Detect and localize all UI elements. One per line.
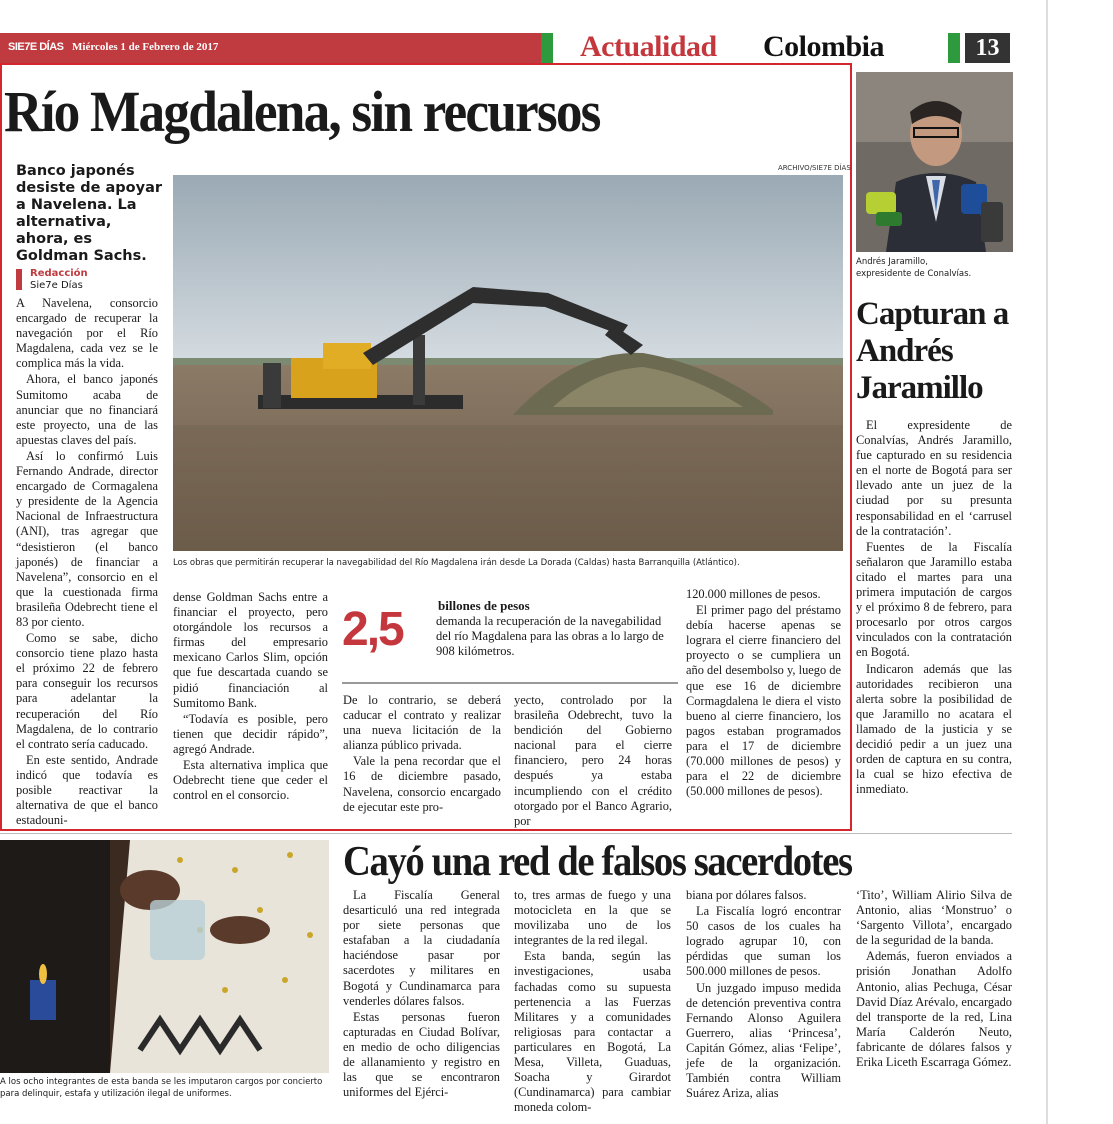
brand-logo: SIE7E DÍAS: [8, 41, 64, 53]
main-deck: Banco japonés desiste de apoyar a Navelena. La alternativa, ahora, es Goldman Sachs.: [16, 163, 163, 264]
paragraph: Estas personas fueron capturadas en Ciudad Bolívar, en medio de ocho diligencias de allanamiento y registro en las que se encontraron uniformes del Ejérci-: [343, 1009, 500, 1100]
section-title-red: Actualidad: [580, 30, 717, 63]
paragraph: De lo contrario, se deberá caducar el contrato y realizar una nueva licitación de la alianza público privada.: [343, 693, 501, 753]
bottom-column-g: [343, 888, 500, 1101]
stat-text: demanda la recuperación de la navegabilidad del río Magdalena para las obras a lo largo de 908 kilómetros.: [436, 614, 664, 658]
caption-role: expresidente de Conalvías.: [856, 269, 972, 279]
paragraph: dense Goldman Sachs entre a financiar el proyecto, pero otorgándole los recursos a firmas del empresario mexicano Carlos Slim, opción que fue descartada cuando se pidió financiación al Sumitomo Bank.: [173, 590, 328, 710]
excavator-river-photo: [173, 175, 843, 551]
side-column: [856, 418, 1012, 798]
paragraph: ‘Tito’, William Alirio Silva de Antonio, alias ‘Monstruo’ o ‘Sargento Villota’, encargado de la seguridad de la banda.: [856, 888, 1012, 948]
main-column-c: [343, 693, 501, 816]
paragraph: Como se sabe, dicho consorcio tiene plazo hasta el próximo 22 de febrero para conseguir los recursos para adelantar la recuperación del Río Magdalena, de lo contrario el contrato sería caducado.: [16, 631, 158, 751]
stat-unit: billones de pesos: [438, 598, 530, 613]
paragraph: Esta banda, según las investigaciones, usaba fachadas como su supuesta pertenencia a las Fuerzas Militares y a comunidades religiosas para contactar a particulares en Bogotá, La Mesa, Villeta, Guaduas, Soacha y Girardot (Cundinamarca) para cambiar moneda colom-: [514, 949, 671, 1115]
paragraph: Fuentes de la Fiscalía señalaron que Jaramillo estaba citado el martes para una primera imputación de cargos y el próximo 8 de febrero, para procesarlo por otros cargos vinculados con la contratación en Bogotá.: [856, 539, 1012, 660]
priest-costume-photo: [0, 840, 329, 1073]
page-edge: [1046, 0, 1048, 1124]
bottom-headline: Cayó una red de falsos sacerdotes: [343, 839, 852, 885]
paragraph: A Navelena, consorcio encargado de recuperar la navegación por el Río Magdalena, cada vez se le complica más la vida.: [16, 296, 158, 371]
byline-label: Redacción: [30, 268, 88, 279]
paragraph: to, tres armas de fuego y una motocicleta en la que se movilizaba uno de los integrantes de la red ilegal.: [514, 888, 671, 948]
paragraph: Indicaron además que las autoridades recibieron una alerta sobre la posibilidad de que Jaramillo no acatara el llamado de la justicia y se decidió pedir a un juez una orden de captura en su contra, la cual se hizo efectiva de inmediato.: [856, 661, 1012, 797]
photo-credit: ARCHIVO/SIE7E DÍAS: [778, 164, 851, 172]
jaramillo-photo: [856, 72, 1013, 252]
main-column-e: [686, 587, 841, 800]
section-marker-right: [948, 33, 960, 63]
paragraph: La Fiscalía logró encontrar 50 casos de los cuales ha logrado agrupar 10, con pérdidas que suman los 500.000 millones de pesos.: [686, 904, 841, 979]
paragraph: Vale la pena recordar que el 16 de diciembre pasado, Navelena, consorcio encargado de ejecutar este pro-: [343, 754, 501, 814]
side-headline: Capturan a Andrés Jaramillo: [856, 296, 1009, 406]
main-headline: Río Magdalena, sin recursos: [4, 79, 600, 144]
main-column-d: [514, 693, 672, 830]
paragraph: Ahora, el banco japonés Sumitomo acaba de anunciar que no financiará este proyecto, una de las apuestas claves del país.: [16, 372, 158, 447]
section-title-black: Colombia: [763, 30, 885, 63]
caption-name: Andrés Jaramillo,: [856, 257, 928, 267]
section-divider: [0, 833, 1012, 834]
byline-source: Sie7e Días: [30, 280, 83, 291]
paragraph: Así lo confirmó Luis Fernando Andrade, director encargado de Cormagalena y presidente de la Agencia Nacional de Infraestructura (ANI), tras agregar que “desistieron (el banco japonés) de financiar a Navelena”, consorcio en el que la cuestionada firma brasileña Odebrecht tiene el 83 por ciento.: [16, 448, 158, 629]
byline-marker: [16, 269, 22, 290]
paragraph: Esta alternativa implica que Odebrecht tiene que ceder el control en el consorcio.: [173, 758, 328, 803]
paragraph: biana por dólares falsos.: [686, 888, 807, 902]
paragraph: La Fiscalía General desarticuló una red integrada por siete personas que estafaban a la ciudadanía haciéndose pasar por sacerdotes y militares en Bogotá y Cundinamarca para venderles dólares falsos.: [343, 888, 500, 1008]
page-number: 13: [965, 33, 1010, 63]
paragraph: yecto, controlado por la brasileña Odebrecht, tuvo la bendición del Gobierno nacional para el cierre financiero, pero 24 horas después ya estaba incumpliendo con el crédito otorgado por el Banco Agrario, por: [514, 693, 672, 828]
main-photo-caption: Los obras que permitirán recuperar la navegabilidad del Río Magdalena irán desde La Dorada (Caldas) hasta Barranquilla (Atlántico).: [173, 558, 740, 568]
paragraph: 120.000 millones de pesos.: [686, 587, 821, 601]
paragraph: Además, fueron enviados a prisión Jonathan Adolfo Antonio, alias Pechuga, César David Díaz Arévalo, encargado del transporte de la red, Lina María Calderón Neuto, fabricante de dólares falsos y Erika Liceth Escarraga Gómez.: [856, 949, 1012, 1070]
bottom-photo-caption: A los ocho integrantes de esta banda se les imputaron cargos por concierto para delinquir, estafa y utilización ilegal de uniformes.: [0, 1077, 323, 1099]
paragraph: El expresidente de Conalvías, Andrés Jaramillo, fue capturado en su residencia en el norte de Bogotá para ser llevado ante un juez de la ciudad por su presunta responsabilidad en el ‘carrusel de la contratación’.: [856, 418, 1012, 538]
stat-divider: [342, 682, 678, 684]
issue-date: Miércoles 1 de Febrero de 2017: [72, 41, 219, 53]
main-column-b: [173, 590, 328, 804]
paragraph: Un juzgado impuso medida de detención preventiva contra Fernando Alonso Aguilera Guerrero, alias ‘Princesa’, Capitán Gómez, alias ‘Felipe’, jefe de la organización. También contra William Suárez Ariza, alias: [686, 980, 841, 1101]
bottom-column-i: [686, 888, 841, 1102]
bottom-column-j: [856, 888, 1012, 1071]
main-column-a: [16, 296, 158, 829]
masthead-bar: [0, 33, 545, 63]
side-photo-caption: [856, 256, 1016, 280]
paragraph: El primer pago del préstamo debía hacerse apenas se lograra el cierre financiero del proyecto o se cumpliera un año del desembolso y, luego de que ese 16 de diciembre Cormagdalena le diera el visto bueno al cierre financiero, los pagos estaban programados para el 17 de diciembre (70.000 millones de pesos) y para el 22 de diciembre (50.000 millones de pesos).: [686, 603, 841, 799]
paragraph: En este sentido, Andrade indicó que todavía es posible reactivar la alternativa de que el banco estadouni-: [16, 752, 158, 828]
paragraph: “Todavía es posible, pero tienen que decidir rápido”, agregó Andrade.: [173, 711, 328, 756]
section-marker-left: [541, 33, 553, 63]
stat-value: 2,5: [342, 603, 403, 656]
bottom-column-h: [514, 888, 671, 1116]
